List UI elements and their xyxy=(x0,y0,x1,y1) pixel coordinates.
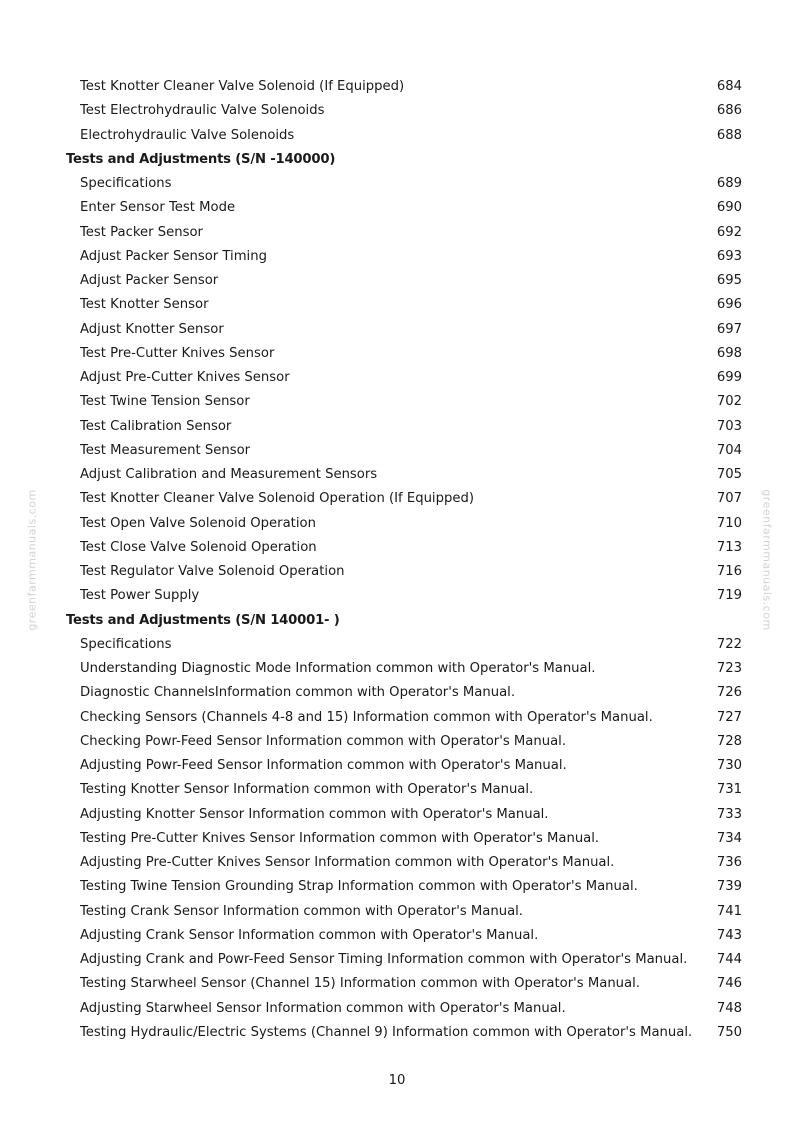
toc-entry[interactable] xyxy=(0,390,794,414)
toc-entry-page: 734 xyxy=(716,830,742,846)
toc-entry-title: Testing Crank Sensor Information common with Operator's Manual. xyxy=(80,903,524,919)
toc-entry-title: Test Knotter Cleaner Valve Solenoid Operation (If Equipped) xyxy=(80,491,474,507)
toc-entry[interactable] xyxy=(0,875,794,899)
toc-entry[interactable] xyxy=(0,803,794,827)
toc-entry-title: Test Pre-Cutter Knives Sensor xyxy=(80,345,275,361)
toc-entry[interactable] xyxy=(0,657,794,681)
watermark-right: greenfarmmanuals.com xyxy=(760,489,774,631)
toc-entry-page: 743 xyxy=(716,927,742,943)
toc-entry-page: 727 xyxy=(716,709,742,725)
toc-entry-title: Test Close Valve Solenoid Operation xyxy=(80,539,317,555)
toc-entry-title: Adjusting Pre-Cutter Knives Sensor Information common with Operator's Manual. xyxy=(80,855,615,870)
toc-entry-page: 710 xyxy=(716,515,742,531)
toc-entry-page: 744 xyxy=(716,952,742,967)
toc-entry-page: 697 xyxy=(716,321,742,337)
toc-entry-title: Adjusting Crank Sensor Information common with Operator's Manual. xyxy=(80,927,539,943)
toc-entry[interactable] xyxy=(0,730,794,754)
toc-entry-page: 739 xyxy=(716,879,742,895)
toc-entry-page: 713 xyxy=(716,539,742,555)
toc-entry-page: 728 xyxy=(716,733,742,749)
toc-entry-page: 716 xyxy=(716,564,742,579)
toc-entry[interactable] xyxy=(0,245,794,269)
toc-entry-page: 689 xyxy=(716,176,742,191)
toc-entry-page: 707 xyxy=(716,491,742,507)
toc-entry-title: Testing Twine Tension Grounding Strap Information common with Operator's Manual. xyxy=(80,879,638,895)
toc-entry[interactable] xyxy=(0,124,794,148)
toc-entry-page: 746 xyxy=(716,976,742,992)
toc-entry[interactable] xyxy=(0,75,794,99)
toc-entry-page: 730 xyxy=(716,758,742,773)
toc-entry[interactable] xyxy=(0,924,794,948)
toc-entry-title: Understanding Diagnostic Mode Information common with Operator's Manual. xyxy=(80,661,596,676)
toc-entry-title: Checking Sensors (Channels 4-8 and 15) Information common with Operator's Manual. xyxy=(80,709,653,725)
toc-entry-page: 722 xyxy=(716,636,742,652)
toc-entry-page: 692 xyxy=(716,224,742,240)
toc-entry-page: 684 xyxy=(716,79,742,94)
toc-entry[interactable] xyxy=(0,318,794,342)
toc-entry[interactable] xyxy=(0,584,794,608)
toc-entry-title: Test Electrohydraulic Valve Solenoids xyxy=(80,103,325,119)
toc-entry-title: Adjusting Powr-Feed Sensor Information common with Operator's Manual. xyxy=(80,758,567,773)
toc-entry[interactable] xyxy=(0,536,794,560)
toc-entry-title: Test Knotter Cleaner Valve Solenoid (If Equipped) xyxy=(80,79,405,94)
toc-entry-title: Specifications xyxy=(80,636,172,652)
toc-entry-page: 686 xyxy=(716,103,742,119)
toc-entry-page: 733 xyxy=(716,806,742,822)
toc-entry[interactable] xyxy=(0,172,794,196)
toc-entry-page: 696 xyxy=(716,297,742,313)
toc-entry[interactable] xyxy=(0,997,794,1021)
page-number: 10 xyxy=(388,1073,406,1088)
toc-entry[interactable] xyxy=(0,415,794,439)
toc-entry[interactable] xyxy=(0,196,794,220)
toc-entry[interactable] xyxy=(0,342,794,366)
toc-entry-title: Electrohydraulic Valve Solenoids xyxy=(80,127,295,143)
toc-entry-title: Diagnostic ChannelsInformation common with Operator's Manual. xyxy=(80,685,516,701)
toc-entry-page: 690 xyxy=(716,200,742,216)
toc-entry-title: Test Open Valve Solenoid Operation xyxy=(80,515,316,531)
toc-entry-page: 703 xyxy=(716,418,742,434)
toc-entry-title: Adjust Packer Sensor Timing xyxy=(80,248,267,264)
toc-entry[interactable] xyxy=(0,948,794,972)
toc-entry-title: Adjusting Knotter Sensor Information common with Operator's Manual. xyxy=(80,806,549,822)
toc-entry-page: 705 xyxy=(716,467,742,482)
toc-entry[interactable] xyxy=(0,293,794,317)
toc-entry-title: Tests and Adjustments (S/N 140001- ) xyxy=(66,612,340,628)
toc-entry[interactable] xyxy=(0,560,794,584)
toc-entry-title: Test Measurement Sensor xyxy=(80,442,251,458)
toc-entry[interactable] xyxy=(0,439,794,463)
toc-entry-title: Adjust Pre-Cutter Knives Sensor xyxy=(80,370,290,385)
toc-entry-title: Test Power Supply xyxy=(80,588,200,604)
toc-entry-page: 723 xyxy=(716,661,742,676)
toc-entry[interactable] xyxy=(0,1021,794,1045)
toc-entry-page: 750 xyxy=(716,1024,742,1040)
toc-entry-title: Specifications xyxy=(80,176,172,191)
toc-entry-title: Testing Starwheel Sensor (Channel 15) Information common with Operator's Manual. xyxy=(80,976,640,992)
toc-entry[interactable] xyxy=(0,512,794,536)
toc-entry-title: Test Packer Sensor xyxy=(80,224,203,240)
toc-entry-page: 698 xyxy=(716,345,742,361)
toc-entry-title: Tests and Adjustments (S/N -140000) xyxy=(66,151,336,167)
toc-entry-title: Test Knotter Sensor xyxy=(80,297,209,313)
toc-entry-page: 693 xyxy=(716,248,742,264)
toc-entry[interactable] xyxy=(0,99,794,123)
toc-entry[interactable] xyxy=(0,851,794,875)
toc-entry-page: 695 xyxy=(716,273,742,288)
toc-entry-title: Adjusting Starwheel Sensor Information common with Operator's Manual. xyxy=(80,1000,566,1016)
toc-entry[interactable] xyxy=(0,463,794,487)
toc-entry-title: Adjust Knotter Sensor xyxy=(80,321,224,337)
toc-entry-title: Testing Knotter Sensor Information common with Operator's Manual. xyxy=(80,782,534,798)
toc-entry[interactable] xyxy=(0,221,794,245)
toc-entry-page: 688 xyxy=(716,127,742,143)
table-of-contents xyxy=(0,75,794,1045)
toc-entry-page: 731 xyxy=(716,782,742,798)
toc-entry[interactable] xyxy=(0,827,794,851)
toc-entry[interactable] xyxy=(0,366,794,390)
toc-entry-title: Testing Hydraulic/Electric Systems (Channel 9) Information common with Operator's Manual. xyxy=(80,1024,693,1040)
toc-entry-page: 736 xyxy=(716,855,742,870)
toc-entry[interactable] xyxy=(0,487,794,511)
toc-entry-title: Enter Sensor Test Mode xyxy=(80,200,236,216)
toc-entry-title: Test Twine Tension Sensor xyxy=(80,394,250,410)
toc-entry-title: Testing Pre-Cutter Knives Sensor Information common with Operator's Manual. xyxy=(80,830,600,846)
toc-entry[interactable] xyxy=(0,778,794,802)
toc-entry-page: 726 xyxy=(716,685,742,701)
toc-entry-page: 699 xyxy=(716,370,742,385)
toc-section-heading[interactable] xyxy=(0,609,794,633)
toc-entry-page: 704 xyxy=(716,442,742,458)
toc-entry-title: Adjusting Crank and Powr-Feed Sensor Timing Information common with Operator's Manual. xyxy=(80,952,688,967)
toc-entry-page: 741 xyxy=(716,903,742,919)
toc-entry-page: 748 xyxy=(716,1000,742,1016)
toc-entry[interactable] xyxy=(0,706,794,730)
toc-entry[interactable] xyxy=(0,681,794,705)
toc-entry[interactable] xyxy=(0,633,794,657)
toc-entry-title: Test Calibration Sensor xyxy=(80,418,232,434)
toc-entry[interactable] xyxy=(0,900,794,924)
toc-entry-title: Checking Powr-Feed Sensor Information common with Operator's Manual. xyxy=(80,733,567,749)
toc-entry-page: 719 xyxy=(716,588,742,604)
toc-entry[interactable] xyxy=(0,972,794,996)
watermark-left: greenfarmmanuals.com xyxy=(25,489,39,631)
toc-section-heading[interactable] xyxy=(0,148,794,172)
toc-entry-title: Test Regulator Valve Solenoid Operation xyxy=(80,564,345,579)
toc-entry[interactable] xyxy=(0,754,794,778)
toc-entry[interactable] xyxy=(0,269,794,293)
toc-entry-title: Adjust Packer Sensor xyxy=(80,273,219,288)
toc-entry-page: 702 xyxy=(716,394,742,410)
toc-entry-title: Adjust Calibration and Measurement Sensors xyxy=(80,467,378,482)
